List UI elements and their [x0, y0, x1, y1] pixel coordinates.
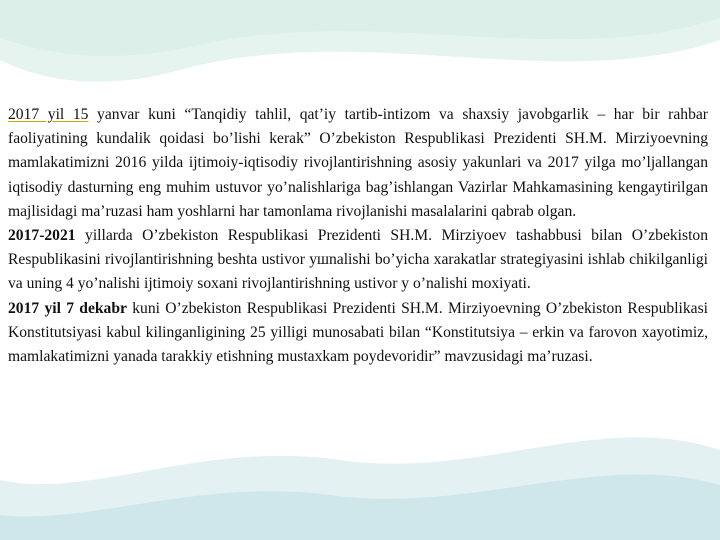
paragraph-3-text: kuni O’zbekiston Respublikasi Prezidenti SH.M. Mirziyoevning O’zbekiston Respublikasi Konstitutsiyasi kabul kilinganligining 25 yilligi munosabati bilan “Konstitutsiya – erkin va farovon xayotimiz, mamlakatimizni yanada tarakkiy etishning mustaxkam poydevoridir” mavzusidagi ma’ruzasi. — [8, 299, 708, 366]
document-body — [8, 103, 708, 369]
date-link-2017-01-15[interactable]: 2017 yil 15 — [8, 106, 89, 123]
paragraph-2-text: yillarda O’zbekiston Respublikasi Prezidenti SH.M. Mirziyoev tashabbusi bilan O’zbekiston Respublikasini rivojlantirishning beshta ustivor yшnalishi bo’yicha xarakatlar strategiyasini ishlab chikilganligi va uning 4 yo’nalishi ijtimoiy soxani rivojlantirishning ustivor y o’nalishi moxiyati. — [8, 227, 708, 293]
paragraph-3 — [8, 297, 708, 370]
paragraph-3-lead: 2017 yil 7 dekabr — [8, 299, 127, 317]
paragraph-1-text: yanvar kuni “Tanqidiy tahlil, qat’iy tartib-intizom va shaxsiy javobgarlik – har bir rahbar faoliyatining kundalik qoidasi bo’lishi kerak” O’zbekiston Respublikasi Prezidenti SH.M. Mirziyoevning mamlakatimizni 2016 yilda ijtimoiy-iqtisodiy rivojlantirishning asosiy yakunlari va 2017 yilga mo’ljallangan iqtisodiy dasturning eng muhim ustuvor yo’nalishlariga bag’ishlangan Vazirlar Mahkamasining kengaytirilgan majlisidagi ma’ruzasi ham yoshlarni har tamonlama rivojlanishi masalalarini qabrab olgan. — [8, 106, 708, 220]
paragraph-2-lead: 2017-2021 — [8, 227, 76, 245]
decorative-wave-bottom — [0, 390, 720, 540]
paragraph-2 — [8, 224, 708, 297]
decorative-wave-top — [0, 0, 720, 110]
paragraph-1 — [8, 103, 708, 224]
